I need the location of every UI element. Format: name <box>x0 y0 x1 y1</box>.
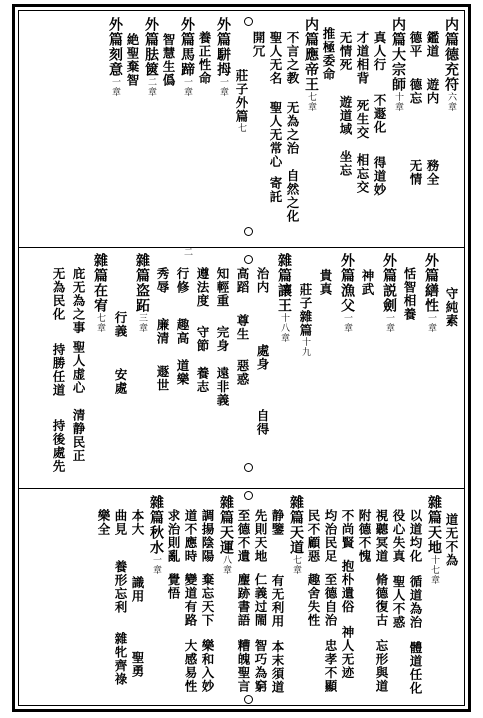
text-column <box>165 495 182 705</box>
chapter-heading-column <box>421 253 440 485</box>
chapter-heading-column <box>141 17 160 245</box>
topic-text: 不尚賢 <box>340 509 355 550</box>
topic-text: 抱朴遺俗 <box>340 559 355 614</box>
topic-text: 清静民正 <box>71 408 86 463</box>
chapter-count: 十九 <box>300 337 310 357</box>
text-column <box>235 495 252 705</box>
topic-text: 守純素 <box>444 287 459 328</box>
topic-text: 體道任化 <box>408 641 423 695</box>
text-column <box>199 495 216 705</box>
topic-text: 内篇大宗師 <box>390 17 406 92</box>
topic-text: 智慧生僞 <box>161 33 176 87</box>
text-column <box>196 17 213 245</box>
topic-text: 无為民化 <box>51 267 66 321</box>
topic-text: 循道為治 <box>408 575 423 629</box>
topic-text: 神武 <box>360 269 375 296</box>
topic-text: 忘形與道 <box>374 639 389 693</box>
topic-text: 道无不為 <box>444 513 459 567</box>
topic-text: 自然之化 <box>285 169 300 223</box>
chapter-count: 十七章 <box>429 555 439 585</box>
topic-text: 死生交 <box>355 99 370 140</box>
topic-text: 尊生 <box>235 314 250 341</box>
chapter-count: 一章 <box>182 77 192 97</box>
topic-text: 行修 <box>175 267 190 294</box>
topic-text: 持勝任道 <box>51 343 66 397</box>
topic-text: 先則天地 <box>253 509 268 563</box>
text-column <box>320 17 337 245</box>
panel-top <box>23 17 460 257</box>
topic-text: 秀辱 <box>155 267 170 294</box>
topic-text: 仁義过閙 <box>253 573 268 627</box>
topic-text: 變道有路 <box>183 573 198 627</box>
topic-text: 開冗 <box>251 31 266 58</box>
topic-text: 安處 <box>113 368 128 395</box>
chapter-heading-column <box>105 17 124 245</box>
text-column <box>232 17 250 245</box>
topic-text: 寄託 <box>268 176 283 204</box>
topic-text: 樂全 <box>96 509 111 536</box>
topic-text: 至德不遺 <box>236 509 251 563</box>
text-column <box>194 253 211 485</box>
chapter-count: 七章 <box>291 555 301 575</box>
topic-text: 廉清 <box>155 318 170 345</box>
topic-text: 聖人不惑 <box>391 575 406 629</box>
text-column <box>254 253 271 485</box>
chapter-heading-column <box>301 17 320 245</box>
topic-text: 外篇駢拇 <box>215 17 231 77</box>
text-column <box>267 17 284 245</box>
text-column <box>250 17 267 245</box>
text-column <box>371 17 388 245</box>
topic-text: 民不顧惡 <box>306 509 321 563</box>
topic-text: 智巧為窮 <box>253 639 268 693</box>
chapter-count: 七章 <box>306 92 316 112</box>
chapter-count: 二章 <box>146 77 156 97</box>
chapter-heading-column <box>424 495 443 705</box>
chapter-count: 七章 <box>95 313 105 333</box>
topic-text: 外篇説劍 <box>381 253 397 313</box>
binding-hole-6 <box>244 695 253 704</box>
topic-text: 大感易性 <box>183 639 198 693</box>
topic-text: 務全 <box>425 159 440 186</box>
topic-text: 遊内 <box>425 78 440 105</box>
text-column <box>317 253 334 485</box>
topic-text: 自得 <box>255 409 270 436</box>
text-column <box>284 17 301 245</box>
topic-text: 无情 <box>408 159 423 186</box>
binding-hole-2 <box>244 227 253 236</box>
topic-text: 治内 <box>255 267 270 294</box>
topic-text: 守節 <box>195 325 210 353</box>
topic-text: 才道相背 <box>355 31 370 85</box>
text-column <box>174 253 191 485</box>
text-column <box>407 17 424 245</box>
text-column <box>354 17 371 245</box>
text-column <box>50 253 67 485</box>
text-column <box>322 495 339 705</box>
topic-text: 相忘交 <box>355 153 370 194</box>
chapter-count: 三章 <box>137 313 147 333</box>
topic-text: 德忘 <box>408 78 423 105</box>
text-column <box>154 253 171 485</box>
text-column <box>252 495 269 705</box>
topic-text: 雜篇盗跖 <box>134 253 150 313</box>
topic-text: 趣高 <box>175 318 190 345</box>
topic-text: 神人无迹 <box>340 625 355 680</box>
text-column <box>443 495 460 705</box>
chapter-count: 一章 <box>342 313 352 333</box>
topic-text: 求治則亂 <box>166 509 181 563</box>
topic-text: 趣舍失性 <box>306 573 321 627</box>
topic-text: 本末須道 <box>270 640 285 694</box>
chapter-heading-column <box>177 17 196 257</box>
text-column <box>407 495 424 705</box>
topic-text: 雜篇秋水 <box>148 495 164 555</box>
topic-text: 鑑道 <box>425 31 440 58</box>
text-column <box>182 495 199 705</box>
chapter-heading-column <box>274 253 293 485</box>
topic-text: 雜篇讓王 <box>276 253 292 313</box>
text-column <box>296 253 314 485</box>
topic-text: 恬智相養 <box>402 267 417 321</box>
topic-text: 聖人虚心 <box>71 340 86 395</box>
topic-text: 不言之教 <box>285 31 300 85</box>
topic-text: 聖人无名 <box>268 31 283 85</box>
chapter-count: 十八章 <box>279 313 289 343</box>
binding-hole-3 <box>244 255 253 264</box>
topic-text: 視聽冥道 <box>374 509 389 563</box>
topic-text: 雜篇在宥 <box>92 253 108 313</box>
panel-divider-2 <box>19 488 464 489</box>
chapter-count: 一章 <box>110 77 120 97</box>
topic-text: 均治民足 <box>323 509 338 563</box>
text-column <box>339 495 356 705</box>
panel-divider-1 <box>19 247 464 248</box>
topic-text: 脩德復古 <box>374 573 389 627</box>
topic-text: 貴真 <box>318 269 333 296</box>
chapter-count: 十章 <box>393 92 403 112</box>
chapter-count: 一章 <box>384 313 394 333</box>
topic-text: 有无利用 <box>270 574 285 628</box>
text-column <box>424 17 441 245</box>
binding-hole-1 <box>244 17 253 26</box>
topic-text: 遠非義 <box>215 366 230 407</box>
topic-text: 道樂 <box>175 359 190 386</box>
chapter-heading-column <box>132 253 151 485</box>
topic-text: 樂和入妙 <box>200 639 215 693</box>
text-column <box>443 253 460 485</box>
topic-text: 完身 <box>215 325 230 353</box>
topic-text: 聖人无常心 <box>268 101 283 169</box>
binding-hole-5 <box>244 491 253 500</box>
topic-text: 雜篇天道 <box>288 495 304 555</box>
chapter-count: 七 <box>236 123 246 133</box>
topic-text: 莊子雜篇 <box>298 283 313 337</box>
topic-text: 至德自治 <box>323 573 338 627</box>
topic-text: 莊子外篇 <box>234 69 249 123</box>
text-column <box>129 495 146 705</box>
chapter-heading-column <box>216 495 235 705</box>
text-column <box>214 253 231 485</box>
topic-text: 養形忘利 <box>113 560 128 614</box>
topic-text: 覺悟 <box>166 573 181 600</box>
topic-text: 遯世 <box>155 365 170 392</box>
text-column <box>112 495 129 705</box>
topic-text: 附德不愧 <box>357 509 372 563</box>
text-column <box>160 17 177 245</box>
topic-text: 真人行 <box>372 31 387 72</box>
text-column <box>112 253 129 485</box>
text-column <box>359 253 376 485</box>
chapter-heading-column <box>388 17 407 245</box>
topic-text: 棄忘天下 <box>200 573 215 627</box>
topic-text: 静鑒 <box>270 509 285 536</box>
topic-text: 内篇應帝王 <box>303 17 319 92</box>
topic-text: 雜牝齊祿 <box>113 632 128 686</box>
topic-text: 外篇繕性 <box>423 253 439 313</box>
topic-text: 外篇刻意 <box>107 17 123 77</box>
topic-text: 行義 <box>113 311 128 338</box>
topic-text: 知輕重 <box>215 267 230 308</box>
text-column <box>356 495 373 705</box>
panel-bottom <box>23 495 460 705</box>
binding-hole-4 <box>244 463 253 472</box>
chapter-heading-column <box>146 495 165 705</box>
topic-text: 内篇德充符 <box>443 17 459 92</box>
topic-text: 外篇胠篋 <box>143 17 159 77</box>
chapter-heading-column <box>441 17 460 245</box>
topic-text: 庇无為之事 <box>71 267 86 335</box>
scripture-page <box>12 4 471 712</box>
topic-text: 處身 <box>255 344 270 371</box>
topic-text: 坐忘 <box>338 150 353 177</box>
topic-text: 遊道域 <box>338 95 353 136</box>
topic-text: 聖勇 <box>130 651 145 678</box>
page-frame <box>18 10 465 706</box>
topic-text: 役心失真 <box>391 509 406 563</box>
topic-text: 推極委命 <box>321 27 336 81</box>
topic-text: 无情死 <box>338 31 353 72</box>
topic-text: 德平 <box>408 31 423 58</box>
chapter-heading-column <box>337 253 356 485</box>
topic-text: 曲見 <box>113 509 128 536</box>
topic-text: 以道均化 <box>408 509 423 563</box>
chapter-heading-column <box>286 495 305 705</box>
text-column <box>337 17 354 245</box>
text-column <box>269 495 286 705</box>
text-column <box>70 253 87 485</box>
topic-text: 高蹈 <box>235 267 250 294</box>
topic-text: 外篇馬蹄 <box>179 17 195 77</box>
topic-text: 糟魄聖言 <box>236 639 251 693</box>
text-column <box>305 495 322 705</box>
topic-text: 雜篇天運 <box>218 495 234 555</box>
topic-text: 遵法度 <box>195 267 210 308</box>
topic-text: 得道妙 <box>372 156 387 197</box>
topic-text: 无為之治 <box>285 101 300 155</box>
topic-text: 識用 <box>130 576 145 603</box>
chapter-heading-column <box>379 253 398 485</box>
chapter-count: 八章 <box>221 555 231 575</box>
panel-middle <box>23 253 460 485</box>
topic-text: 道不應時 <box>183 509 198 563</box>
chapter-count: 一章 <box>151 555 161 575</box>
chapter-heading-column <box>213 17 232 245</box>
text-column <box>390 495 407 705</box>
chapter-heading-column <box>90 253 109 485</box>
text-column <box>373 495 390 705</box>
text-column <box>124 17 141 245</box>
chapter-count: 一章 <box>426 313 436 333</box>
chapter-count: 二 <box>182 247 192 257</box>
topic-text: 絶聖棄智 <box>125 33 140 87</box>
topic-text: 惡惑 <box>235 359 250 386</box>
topic-text: 調揚陰陽 <box>200 509 215 563</box>
topic-text: 持後處先 <box>51 419 66 473</box>
chapter-count: 六章 <box>446 92 456 112</box>
text-column <box>234 253 251 485</box>
text-column <box>401 253 418 485</box>
chapter-count: 一章 <box>218 77 228 97</box>
topic-text: 本大 <box>130 509 145 536</box>
topic-text: 養正性命 <box>197 31 212 85</box>
topic-text: 雜篇天地 <box>426 495 442 555</box>
topic-text: 忠孝不顯 <box>323 639 338 693</box>
topic-text: 不遯化 <box>372 93 387 134</box>
topic-text: 養志 <box>195 366 210 394</box>
topic-text: 麈跡書語 <box>236 573 251 627</box>
topic-text: 外篇漁父 <box>339 253 355 313</box>
text-column <box>95 495 112 705</box>
